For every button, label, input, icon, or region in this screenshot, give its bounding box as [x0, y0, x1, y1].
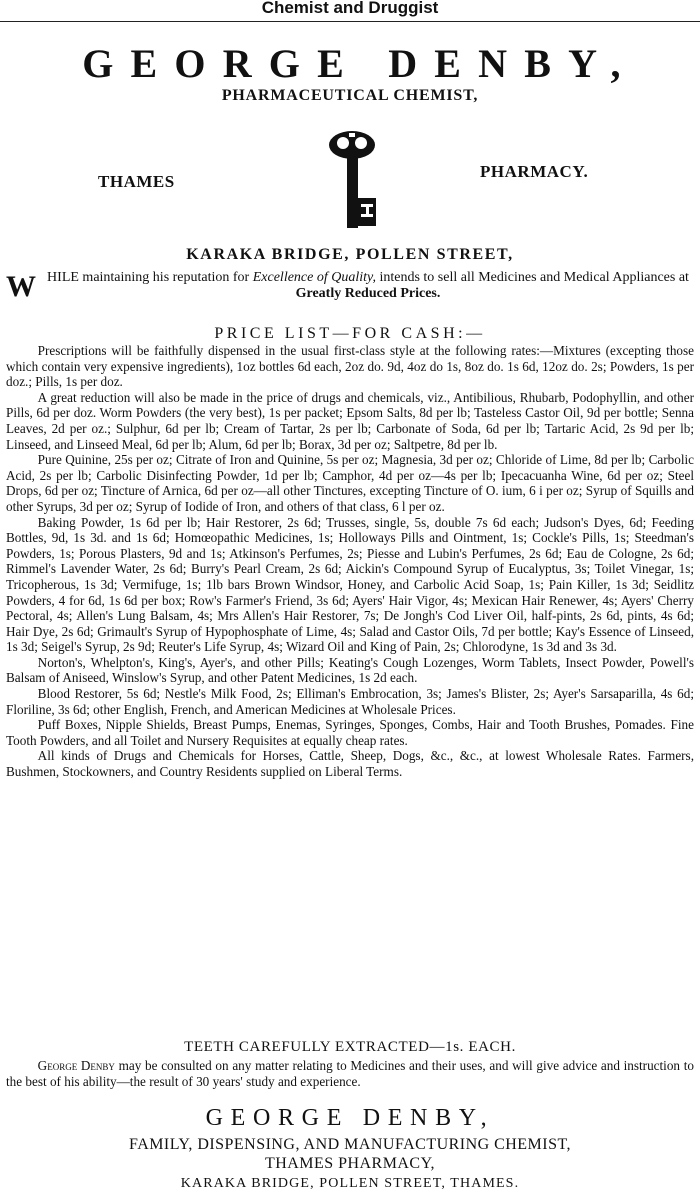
price-list-body [6, 343, 694, 780]
price-list-heading: PRICE LIST—FOR CASH:— [214, 325, 486, 342]
paragraph-prescriptions: Prescriptions will be faithfully dispensed in the usual first-class style at the following rates:—Mixtures (excepting those which contain very expensive ingredients), 1oz bottles 6d each, 2oz do. 9d, 4oz do 1s, 8oz do. 1s 6d, 12oz do. 2s; Powders, 1s per doz.; Pills, 1s per doz. [6, 343, 694, 390]
paragraph-toilet-goods: Baking Powder, 1s 6d per lb; Hair Restorer, 2s 6d; Trusses, single, 5s, double 7s 6d each; Judson's Dyes, 6d; Feeding Bottles, 9d, 1s 3d. and 1s 6d; Homœopathic Medicines, 1s; Holloways Pills and Ointment, 1s; Cockle's Pills, 1s; Steedman's Powders, 1s; Porous Plasters, 9d and 1s; Atkinson's Perfumes, 2s; Piesse and Lubin's Perfumes, 2s 6d; Eau de Cologne, 2s 6d; Rimmel's Lavender Water, 2s 6d; Burry's Pearl Cream, 2s 6d; Aickin's Compound Syrup of Eucalyptus, 3s; Toilet Vinegar, 1s; Tricopherous, 1s 3d; Vermifuge, 1s; 1lb bars Brown Windsor, Honey, and Carbolic Acid Soap, 1s; Pain Killer, 1s 3d; Seidlitz Powders, 4 for 6d, 1s 6d per box; Row's Farmer's Friend, 3s 6d; Ayers' Hair Vigor, 4s; Mexican Hair Renewer, 4s; Ayers' Cherry Pectoral, 4s; Allen's Lung Balsam, 4s; Mrs Allen's Hair Restorer, 7s; De Jongh's Cod Liver Oil, half-pints, 2s 6d, pints, 4s 6d; Hair Dye, 2s 6d; Grimault's Syrup of Hypophosphate of Lime, 4s; Salad and Castor Oils, 7d per bottle; Kay's Essence of Linseed, 1s 3d; Seigel's Syrup, 2s 9d; Reuter's Life Syrup, 4s; Wizard Oil and King of Pain, 2s; Chlorodyne, 1s 3d and 3s 3d. [6, 514, 694, 655]
intro-emphasis: Excellence of Quality, [252, 270, 376, 285]
drop-cap: W [6, 270, 36, 303]
header-rule [0, 21, 700, 22]
running-head: Chemist and Druggist [261, 0, 439, 17]
advice-body: may be consulted on any matter relating to Medicines and their uses, and will give advice and instruction to the best of his ability—the result of 30 years' study and experience. [6, 1058, 694, 1089]
paragraph-toilet-requisites: Puff Boxes, Nipple Shields, Breast Pumps, Enemas, Syringes, Sponges, Combs, Hair and Tooth Brushes, Pomades. Fine Tooth Powders, and all Toilet and Nursery Requisites at equally cheap rates. [6, 717, 694, 748]
paragraph-patent-medicines: Norton's, Whelpton's, King's, Ayer's, and other Pills; Keating's Cough Lozenges, Worm Tablets, Insect Powder, Powell's Balsam of Aniseed, Winslow's Syrup, and other Patent Medicines, 1s 2d each. [6, 654, 694, 686]
paragraph-quinine: Pure Quinine, 25s per oz; Citrate of Iron and Quinine, 5s per oz; Magnesia, 3d per oz; Chloride of Lime, 8d per lb; Carbolic Acid, 2s per lb; Carbolic Disinfecting Powder, 1d per lb; Camphor, 4d per oz—4s per lb; Ipecacuanha Wine, 6d per oz; Steel Drops, 6d per oz; Tincture of Arnica, 6d per oz—all other Tinctures, excepting Tincture of O. ium, 6 i per oz; Syrup of Squills and other Syrups, 3d per oz; Syrup of Iodide of Iron, and others of that class, 6 l per oz. [6, 452, 694, 514]
label-thames: THAMES [98, 172, 175, 191]
footer-name: GEORGE DENBY, [205, 1105, 495, 1131]
advice-text [6, 1058, 694, 1089]
proprietor-title: PHARMACEUTICAL CHEMIST, [221, 87, 479, 104]
paragraph-veterinary: All kinds of Drugs and Chemicals for Horses, Cattle, Sheep, Dogs, &c., &c., at lowest Wholesale Rates. Farmers, Bushmen, Stockowners, and Country Residents supplied on Liberal Terms. [6, 748, 694, 780]
label-pharmacy: PHARMACY. [480, 162, 589, 181]
paragraph-blood-restorer: Blood Restorer, 5s 6d; Nestle's Milk Food, 2s; Elliman's Embrocation, 3s; James's Blister, 2s; Ayer's Sarsaparilla, 4s 6d; Floriline, 3s 6d; other English, French, and American Medicines at Wholesale Prices. [6, 686, 694, 717]
proprietor-name: GEORGE DENBY, [82, 41, 638, 86]
advice-name: George Denby [37, 1058, 115, 1073]
teeth-extraction-line: TEETH CAREFULLY EXTRACTED—1s. EACH. [184, 1039, 516, 1055]
footer-title: FAMILY, DISPENSING, AND MANUFACTURING CHEMIST, [129, 1136, 571, 1153]
intro-text [6, 270, 696, 302]
intro-bold-phrase: Greatly Reduced Prices. [295, 286, 441, 301]
advice-paragraph [6, 1058, 694, 1089]
footer-address: KARAKA BRIDGE, POLLEN STREET, THAMES. [180, 1176, 520, 1191]
footer-pharmacy: THAMES PHARMACY, [264, 1155, 436, 1172]
intro-paragraph [6, 270, 696, 302]
key-icon [323, 128, 381, 230]
intro-text-start: HILE maintaining his reputation for [47, 270, 253, 285]
intro-text-mid: intends to sell all Medicines and Medical Appliances at [375, 270, 689, 285]
paragraph-drugs-chemicals: A great reduction will also be made in the price of drugs and chemicals, viz., Antibilious, Rhubarb, Podophyllin, and other Pills, 6d per doz. Worm Powders (the very best), 1s per packet; Epsom Salts, 8d per lb; Tasteless Castor Oil, 9d per bottle; Senna Leaves, 2d per oz.; Sulphur, 6d per lb; Cream of Tartar, 2s per lb; Carbonate of Soda, 6d per lb; Tartaric Acid, 2s 9d per lb; Linseed, and Linseed Meal, 6d per lb; Alum, 6d per lb; Borax, 3d per oz; Saltpetre, 8d per lb. [6, 389, 694, 452]
address-heading: KARAKA BRIDGE, POLLEN STREET, [186, 246, 514, 263]
